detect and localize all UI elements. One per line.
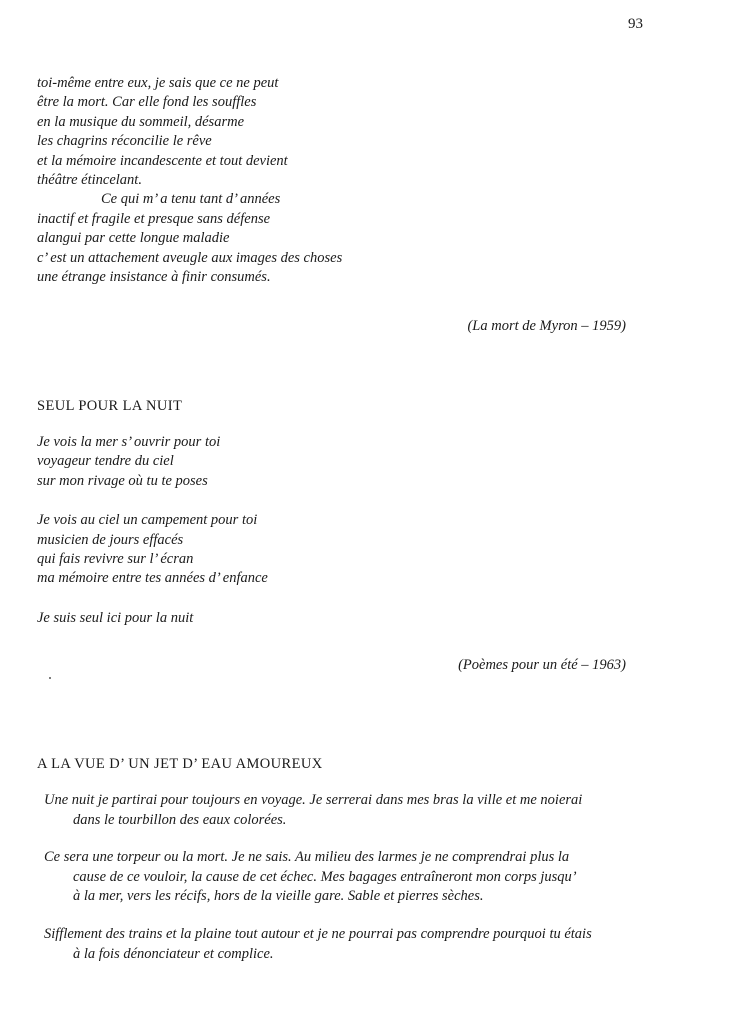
verse-line: alangui par cette longue maladie [37,230,230,247]
poem-title-seul-pour-la-nuit: SEUL POUR LA NUIT [37,398,183,414]
verse-line-indented: Ce qui m’ a tenu tant d’ années [101,191,281,208]
paragraph-line: Sifflement des trains et la plaine tout autour et je ne pourrai pas comprendre pourquoi tu étais [44,926,592,942]
paragraph-line-indented: à la mer, vers les récifs, hors de la vieille gare. Sable et pierres sèches. [73,888,484,905]
verse-line: voyageur tendre du ciel [37,453,174,470]
prose-paragraph [44,791,644,830]
verse-line: théâtre étincelant. [37,172,142,189]
verse-line: les chagrins réconcilie le rêve [37,133,212,150]
poem-excerpt-myron [37,74,342,287]
poem-title-jet-d-eau: A LA VUE D’ UN JET D’ EAU AMOUREUX [37,756,323,772]
verse-line: et la mémoire incandescente et tout devient [37,152,288,169]
verse-line: Je suis seul ici pour la nuit [37,609,194,626]
poem-body-seul-pour-la-nuit [37,433,268,648]
page-number: 93 [628,16,643,32]
poem-source-myron: (La mort de Myron – 1959) [467,318,626,334]
verse-line: sur mon rivage où tu te poses [37,472,208,489]
paragraph-line-indented: à la fois dénonciateur et complice. [73,945,274,962]
verse-line: qui fais revivre sur l’ écran [37,551,194,568]
verse-line: Je vois la mer s’ ouvrir pour toi [37,434,221,450]
verse-line: ma mémoire entre tes années d’ enfance [37,570,268,587]
verse-line: inactif et fragile et presque sans défense [37,210,271,227]
paragraph-line: Une nuit je partirai pour toujours en voyage. Je serrerai dans mes bras la ville et me noierai [44,792,583,808]
print-speck [49,677,51,679]
paragraph-line: Ce sera une torpeur ou la mort. Je ne sais. Au milieu des larmes je ne comprendrai plus la [44,849,570,865]
stanza [37,511,268,589]
stanza [37,433,268,491]
verse-line: être la mort. Car elle fond les souffles [37,94,257,111]
verse-line: en la musique du sommeil, désarme [37,113,245,130]
poem-source-poemes-pour-un-ete: (Poèmes pour un été – 1963) [458,657,626,673]
stanza [37,609,268,628]
paragraph-line-indented: dans le tourbillon des eaux colorées. [73,811,287,828]
prose-paragraph [44,925,644,964]
verse-line: toi-même entre eux, je sais que ce ne peut [37,75,279,91]
verse-line: c’ est un attachement aveugle aux images des choses [37,249,343,266]
verse-line: musicien de jours effacés [37,531,184,548]
prose-paragraph [44,848,644,907]
paragraph-line-indented: cause de ce vouloir, la cause de cet échec. Mes bagages entraîneront mon corps jusqu’ [73,868,577,885]
verse-line: Je vois au ciel un campement pour toi [37,512,258,529]
verse-line: une étrange insistance à finir consumés. [37,269,271,286]
